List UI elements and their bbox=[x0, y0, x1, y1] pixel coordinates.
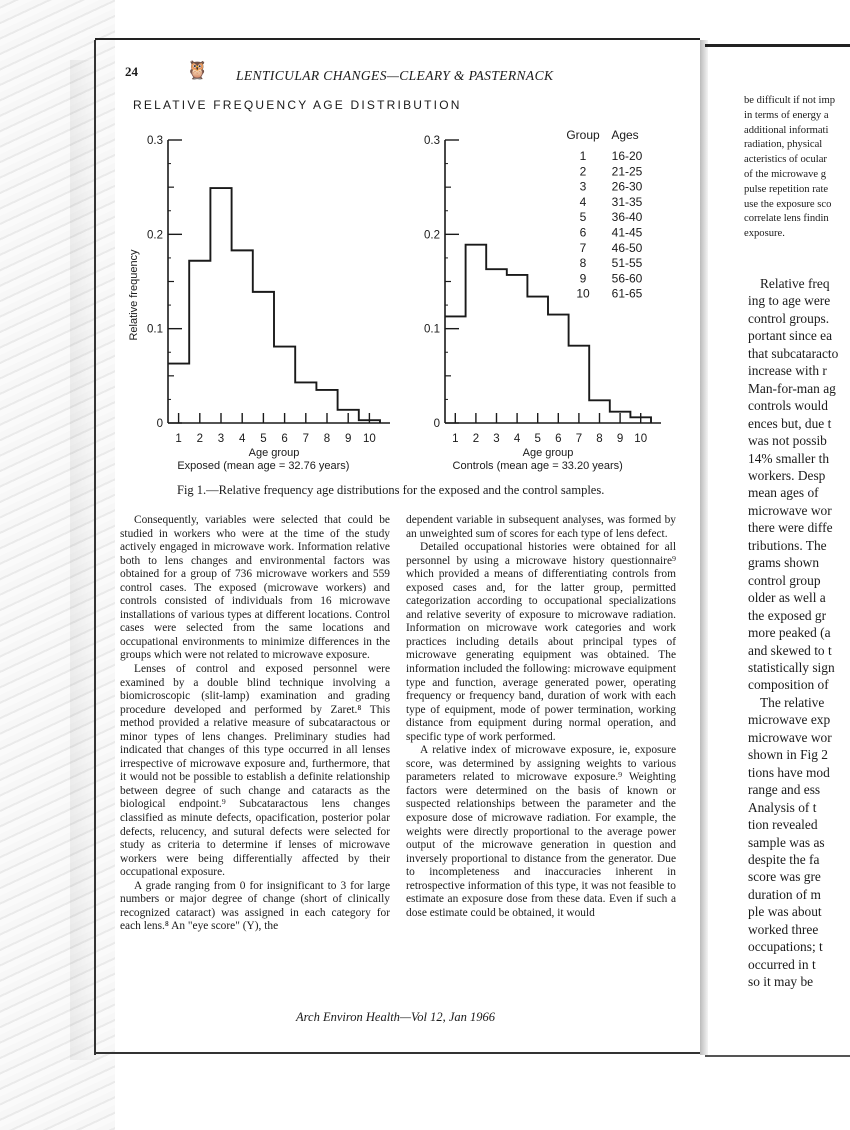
legend-group-number: 8 bbox=[579, 256, 587, 271]
text-line: exposure. bbox=[744, 228, 785, 240]
bar bbox=[548, 315, 569, 423]
x-tick-label: 8 bbox=[596, 433, 603, 445]
text-line: occupations; t bbox=[748, 939, 823, 955]
chart-subtitle: Controls (mean age = 33.20 years) bbox=[452, 460, 623, 472]
text-line: increase with r bbox=[748, 363, 827, 379]
legend-group-number: 3 bbox=[579, 179, 587, 194]
y-tick-label: 0.3 bbox=[424, 135, 440, 147]
x-tick-label: 10 bbox=[634, 433, 648, 445]
y-tick-label: 0 bbox=[433, 418, 440, 430]
legend-group-number: 2 bbox=[579, 164, 587, 179]
x-tick-label: 2 bbox=[196, 433, 204, 445]
legend-age-range: 26-30 bbox=[611, 179, 643, 194]
text-line: pulse repetition rate bbox=[744, 183, 829, 195]
legend-age-range: 56-60 bbox=[611, 271, 643, 286]
next-page-column-top bbox=[744, 94, 850, 242]
text-line: radiation, physical bbox=[744, 139, 823, 151]
legend-age-range: 41-45 bbox=[611, 225, 643, 240]
x-tick-label: 6 bbox=[281, 433, 288, 445]
text-line: mean ages of bbox=[748, 485, 819, 501]
legend-age-range: 36-40 bbox=[611, 210, 643, 225]
paragraph: A grade ranging from 0 for insignificant to 3 for large numbers or major degree of change (short of clinically recognized cataract) was assigned in each category for each lens.⁸ An "eye score" (Y), the bbox=[120, 879, 390, 933]
text-line: control group bbox=[748, 572, 821, 588]
text-line: 14% smaller th bbox=[748, 450, 830, 466]
x-tick-label: 8 bbox=[323, 433, 331, 445]
y-tick-label: 0.2 bbox=[147, 229, 163, 242]
legend-age-range: 21-25 bbox=[611, 164, 643, 179]
paragraph: Detailed occupational histories were obtained for all personnel by using a microwave history questionnaire⁹ which provided a means of differentiating controls from exposed cases and, for the latter group, permitted categorization according to occupational specializations and relative severity of exposure to microwave radiation. Information on microwave work categories and work practices including details about principal types of microwave generating equipment was obtained. The information included the following: microwave equipment type and function, average generated power, operating frequency or frequency band, duration of work with each type of equipment, mode of power termination, working distance from equipment during normal operation, and specific type of work performed. bbox=[406, 541, 676, 743]
x-axis-label: Age group bbox=[522, 447, 574, 459]
bar bbox=[507, 275, 528, 423]
text-line: Analysis of t bbox=[748, 799, 817, 815]
text-line: use the exposure sco bbox=[744, 198, 832, 210]
text-line: occurred in t bbox=[748, 956, 816, 972]
legend-age-range: 46-50 bbox=[611, 240, 643, 255]
text-line: statistically sign bbox=[748, 659, 835, 675]
text-line: was not possib bbox=[748, 433, 827, 449]
text-line: there were diffe bbox=[748, 520, 833, 536]
legend-age-range: 51-55 bbox=[611, 256, 643, 271]
y-tick-label: 0.1 bbox=[424, 323, 440, 336]
publisher-logo-icon: 🦉 bbox=[186, 60, 209, 80]
x-tick-label: 3 bbox=[493, 433, 500, 445]
legend-group-number: 7 bbox=[579, 240, 587, 255]
legend-group-number: 10 bbox=[576, 286, 590, 301]
text-line: tributions. The bbox=[748, 537, 827, 553]
journal-footer: Arch Environ Health—Vol 12, Jan 1966 bbox=[296, 1010, 496, 1024]
text-line: shown in Fig 2 bbox=[748, 747, 828, 763]
bar bbox=[486, 269, 507, 423]
column-left bbox=[120, 514, 390, 934]
text-line: grams shown bbox=[748, 555, 820, 571]
x-tick-label: 5 bbox=[260, 433, 267, 445]
text-line: additional informati bbox=[744, 124, 829, 136]
text-line: ple was about bbox=[748, 904, 822, 920]
x-tick-label: 7 bbox=[302, 433, 310, 445]
x-tick-label: 9 bbox=[344, 433, 352, 445]
text-line: duration of m bbox=[748, 886, 821, 902]
text-line: workers. Desp bbox=[748, 467, 826, 483]
chart-subtitle: Exposed (mean age = 32.76 years) bbox=[177, 460, 350, 472]
bar bbox=[274, 347, 295, 423]
y-tick-label: 0.2 bbox=[424, 229, 440, 242]
text-line: tions have mod bbox=[748, 764, 830, 780]
text-line: range and ess bbox=[748, 782, 821, 798]
column-middle bbox=[406, 514, 676, 920]
histogram-series bbox=[168, 188, 380, 423]
legend-group-number: 6 bbox=[579, 225, 587, 240]
legend-group-number: 5 bbox=[579, 210, 587, 225]
bar bbox=[527, 297, 548, 423]
text-line: control groups. bbox=[748, 310, 830, 326]
bar bbox=[569, 346, 590, 423]
text-line: and skewed to t bbox=[748, 642, 832, 658]
y-tick-label: 0 bbox=[156, 418, 163, 430]
x-tick-label: 10 bbox=[363, 433, 376, 445]
text-line: more peaked (a bbox=[748, 625, 831, 641]
legend-age-range: 16-20 bbox=[611, 149, 643, 163]
legend-group-number: 1 bbox=[579, 149, 587, 163]
text-line: microwave wor bbox=[748, 502, 832, 518]
text-line: of the microwave g bbox=[744, 168, 827, 180]
x-axis-label: Age group bbox=[248, 447, 300, 459]
text-line: score was gre bbox=[748, 869, 821, 885]
running-title: LENTICULAR CHANGES—CLEARY & PASTERNACK bbox=[236, 68, 554, 83]
text-line: worked three bbox=[748, 921, 819, 937]
bar bbox=[232, 250, 253, 423]
paragraph: Lenses of control and exposed personnel were examined by a double blind technique involving a biomicroscopic (slit-lamp) examination and grading procedure developed and performed by Zaret.⁸ This method provided a relative measure of subcataractous or minor types of lens changes. Preliminary studies had indicated that changes of this type occurred in all lenses irrespective of microwave exposure and, furthermore, that it would not be possible to establish a definite relationship between degree of such change and cataracts as the biological endpoint.⁹ Subcataractous lens changes classified as minute defects, opacification, posterior polar defects, relucency, and sutural defects were selected for study as criteria to determine if lenses of microwave workers were being differentially affected by their occupational exposure. bbox=[120, 663, 390, 879]
text-line: be difficult if not imp bbox=[744, 95, 836, 106]
text-line: so it may be bbox=[748, 974, 814, 990]
text-line: The relative bbox=[760, 694, 825, 710]
x-tick-label: 4 bbox=[238, 433, 246, 445]
x-tick-label: 1 bbox=[452, 433, 459, 445]
y-tick-label: 0.1 bbox=[147, 323, 163, 336]
y-axis-label: Relative frequency bbox=[128, 249, 140, 341]
x-tick-label: 7 bbox=[575, 433, 583, 445]
paragraph: Consequently, variables were selected that could be studied in workers who were at the time of the study actively engaged in microwave work. Information relative both to lens changes and environmental factors was obtained for a group of 736 microwave workers and 559 control cases. The exposed (microwave workers) and controls consisted of individuals from 16 microwave installations of various types at different locations. Control cases were selected from the same locations and occupational environments to minimize differences in the groups which were not related to microwave exposure. bbox=[120, 514, 390, 662]
paragraph: dependent variable in subsequent analyses, was formed by an unweighted sum of scores for each type of lens defect. bbox=[406, 514, 676, 540]
figure-title: RELATIVE FREQUENCY AGE DISTRIBUTION bbox=[133, 98, 462, 112]
text-line: tion revealed bbox=[748, 817, 818, 833]
text-line: sample was as bbox=[748, 834, 825, 850]
text-line: older as well a bbox=[748, 590, 826, 606]
legend-age-range: 61-65 bbox=[611, 286, 643, 301]
x-tick-label: 1 bbox=[175, 433, 182, 445]
x-tick-label: 4 bbox=[513, 433, 521, 445]
text-line: microwave wor bbox=[748, 729, 832, 745]
text-line: Man-for-man ag bbox=[748, 380, 836, 396]
text-line: correlate lens findin bbox=[744, 213, 829, 225]
legend-age-range: 31-35 bbox=[611, 194, 643, 209]
text-line: composition of bbox=[748, 677, 829, 693]
x-tick-label: 6 bbox=[555, 433, 562, 445]
legend-header-ages: Ages bbox=[611, 128, 639, 142]
text-line: portant since ea bbox=[748, 328, 833, 344]
text-line: controls would bbox=[748, 398, 828, 414]
text-line: ences but, due t bbox=[748, 415, 832, 431]
x-tick-label: 2 bbox=[472, 433, 480, 445]
legend-group-number: 9 bbox=[579, 271, 587, 286]
text-line: despite the fa bbox=[748, 851, 820, 867]
next-page-column-body bbox=[748, 275, 850, 991]
text-line: acteristics of ocular bbox=[744, 154, 827, 166]
x-tick-label: 9 bbox=[616, 433, 624, 445]
paragraph: A relative index of microwave exposure, ie, exposure score, was determined by assigning weights to various parameters related to microwave exposure.⁹ Weighting factors were determined on the basis of known or suspected relationships between the parameter and the exposure dose of microwave radiation. For example, the weights were directly proportional to the average power output of the microwave generation in question and inversely proportional to distance from the generator. Due to incompleteness and inaccuracies inherent in retrospective information of this type, it was not feasible to estimate an exposure dose from these data. Even if such a dose estimate could be obtained, it would bbox=[406, 744, 676, 919]
x-tick-label: 5 bbox=[534, 433, 541, 445]
bar bbox=[210, 188, 231, 423]
text-line: in terms of energy a bbox=[744, 109, 829, 121]
bar bbox=[466, 245, 487, 423]
text-line: the exposed gr bbox=[748, 607, 827, 623]
text-line: that subcataracto bbox=[748, 345, 839, 361]
page-number: 24 bbox=[125, 64, 138, 79]
text-line: Relative freq bbox=[760, 276, 830, 291]
bar bbox=[253, 292, 274, 423]
bar bbox=[189, 261, 210, 423]
text-line: ing to age were bbox=[748, 293, 831, 309]
legend-header-group: Group bbox=[566, 128, 600, 142]
legend-group-number: 4 bbox=[579, 194, 587, 209]
figure-caption: Fig 1.—Relative frequency age distributions for the exposed and the control samples. bbox=[177, 483, 605, 497]
x-tick-label: 3 bbox=[217, 433, 225, 445]
text-line: microwave exp bbox=[748, 712, 831, 728]
y-tick-label: 0.3 bbox=[147, 135, 163, 147]
bar bbox=[445, 316, 466, 423]
